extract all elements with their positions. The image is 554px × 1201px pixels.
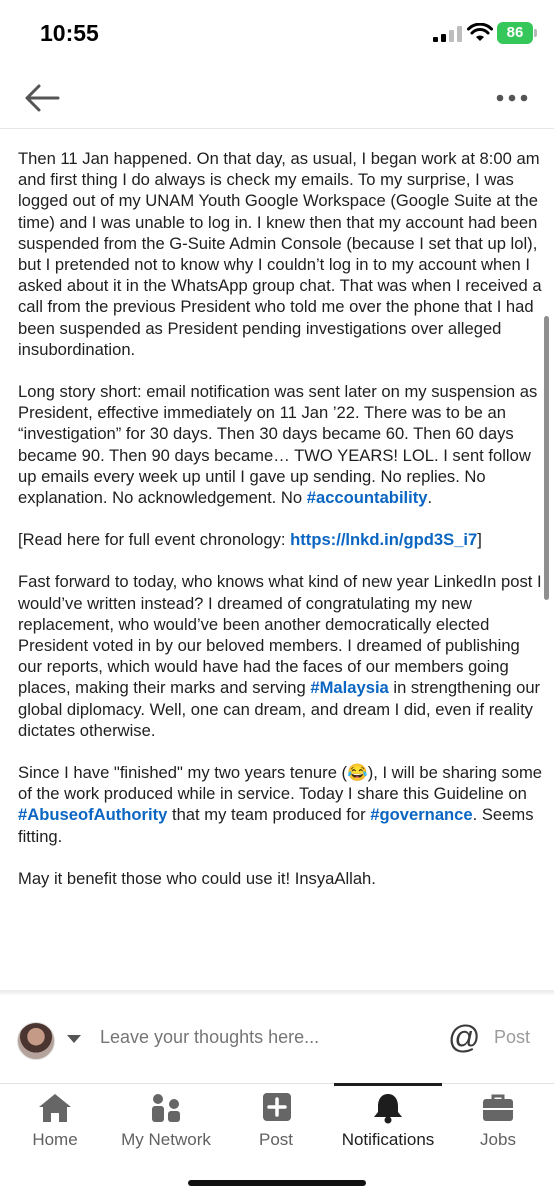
plus-square-icon [258, 1092, 294, 1124]
comment-input[interactable] [100, 1027, 400, 1048]
tab-my-network[interactable] [110, 1084, 222, 1164]
home-icon [37, 1092, 73, 1124]
paragraph-4-text: Fast forward to today, who knows what kind of new year LinkedIn post I would’ve written instead? I dreamed of congratulating my new replacement, who would’ve been another democratically elected President voted in by our beloved members. I dreamed of publishing our reports, which would have had the faces of our members going places, making their marks and serving [18, 572, 542, 698]
tab-post-label: Post [258, 1130, 294, 1149]
paragraph-2-end: . [427, 488, 433, 508]
tab-post[interactable] [236, 1084, 316, 1164]
paragraph-1: Then 11 Jan happened. On that day, as usual, I began work at 8:00 am and first thing I do always is check my emails. To my surprise, I was logged out of my UNAM Youth Google Workspace (Google Suite at the time) and I was unable to log in. I knew then that my account had been suspended from the G-Suite Admin Console (because I set that up lol), but I pretended not to know why I couldn’t log in to my account when I asked about it in the WhatsApp group chat. That was when I received a call from the previous President who told me over the phone that I had been suspended as President pending investigations over alleged insubordination. [18, 149, 542, 359]
tab-jobs[interactable] [458, 1084, 538, 1164]
avatar[interactable] [17, 1022, 55, 1060]
paragraph-3-end: ] [477, 530, 482, 550]
tab-home-label: Home [32, 1130, 78, 1149]
hashtag-accountability[interactable]: #accountability [306, 488, 428, 508]
status-bar [0, 0, 554, 70]
paragraph-5-text: Since I have "finished" my two years tenure (😂), I will be sharing some of the work produced while in service. Today I share this Guideline on [18, 763, 543, 804]
people-icon [148, 1092, 184, 1124]
arrow-left-icon[interactable] [22, 82, 62, 114]
mention-button[interactable]: @ [448, 1019, 481, 1055]
hashtag-abuseofauthority[interactable]: #AbuseofAuthority [18, 805, 168, 825]
paragraph-3-text: [Read here for full event chronology: [18, 530, 291, 550]
tab-jobs-label: Jobs [480, 1130, 516, 1149]
paragraph-5-end: . Seems fitting. [18, 805, 534, 846]
chronology-link[interactable]: https://lnkd.in/gpd3S_i7 [290, 530, 478, 550]
briefcase-icon [480, 1092, 516, 1124]
paragraph-4 [18, 571, 544, 741]
paragraph-3 [18, 529, 544, 550]
tab-my-network-label: My Network [121, 1130, 211, 1149]
paragraph-4-end: in strengthening our global diplomacy. Well, one can dream, and dream I did, even if reality dictates otherwise. [18, 678, 541, 740]
battery-indicator: 86 [497, 22, 533, 44]
top-bar [0, 70, 554, 129]
post-comment-button[interactable]: Post [494, 1027, 531, 1047]
comment-composer [0, 1005, 554, 1075]
hashtag-governance[interactable]: #governance [370, 805, 473, 825]
home-indicator [188, 1180, 366, 1186]
scrollbar[interactable] [544, 316, 549, 600]
tab-notifications[interactable] [334, 1084, 442, 1164]
hashtag-malaysia[interactable]: #Malaysia [310, 678, 389, 698]
paragraph-5-mid: that my team produced for [167, 805, 371, 825]
tab-notifications-label: Notifications [341, 1130, 435, 1149]
tab-home[interactable] [10, 1084, 100, 1164]
paragraph-2-text: Long story short: email notification was sent later on my suspension as President, effective immediately on 11 Jan ’22. There was to be an “investigation” for 30 days. Then 30 days became 60. Then 60 days became 90. Then 90 days became… TWO YEARS! LOL. I sent follow up emails every week up until I gave up sending. No replies. No explanation. No acknowledgement. No [18, 382, 538, 508]
paragraph-5 [18, 762, 544, 847]
wifi-icon [467, 23, 493, 43]
divider [0, 990, 554, 996]
bell-icon [370, 1092, 406, 1124]
cellular-signal-icon [433, 26, 463, 42]
post-body [18, 148, 544, 910]
paragraph-6: May it benefit those who could use it! InsyaAllah. [18, 868, 376, 888]
ellipsis-icon[interactable] [492, 86, 532, 110]
clock: 10:55 [40, 20, 99, 46]
paragraph-2 [18, 381, 544, 508]
chevron-down-icon[interactable] [67, 1035, 81, 1043]
